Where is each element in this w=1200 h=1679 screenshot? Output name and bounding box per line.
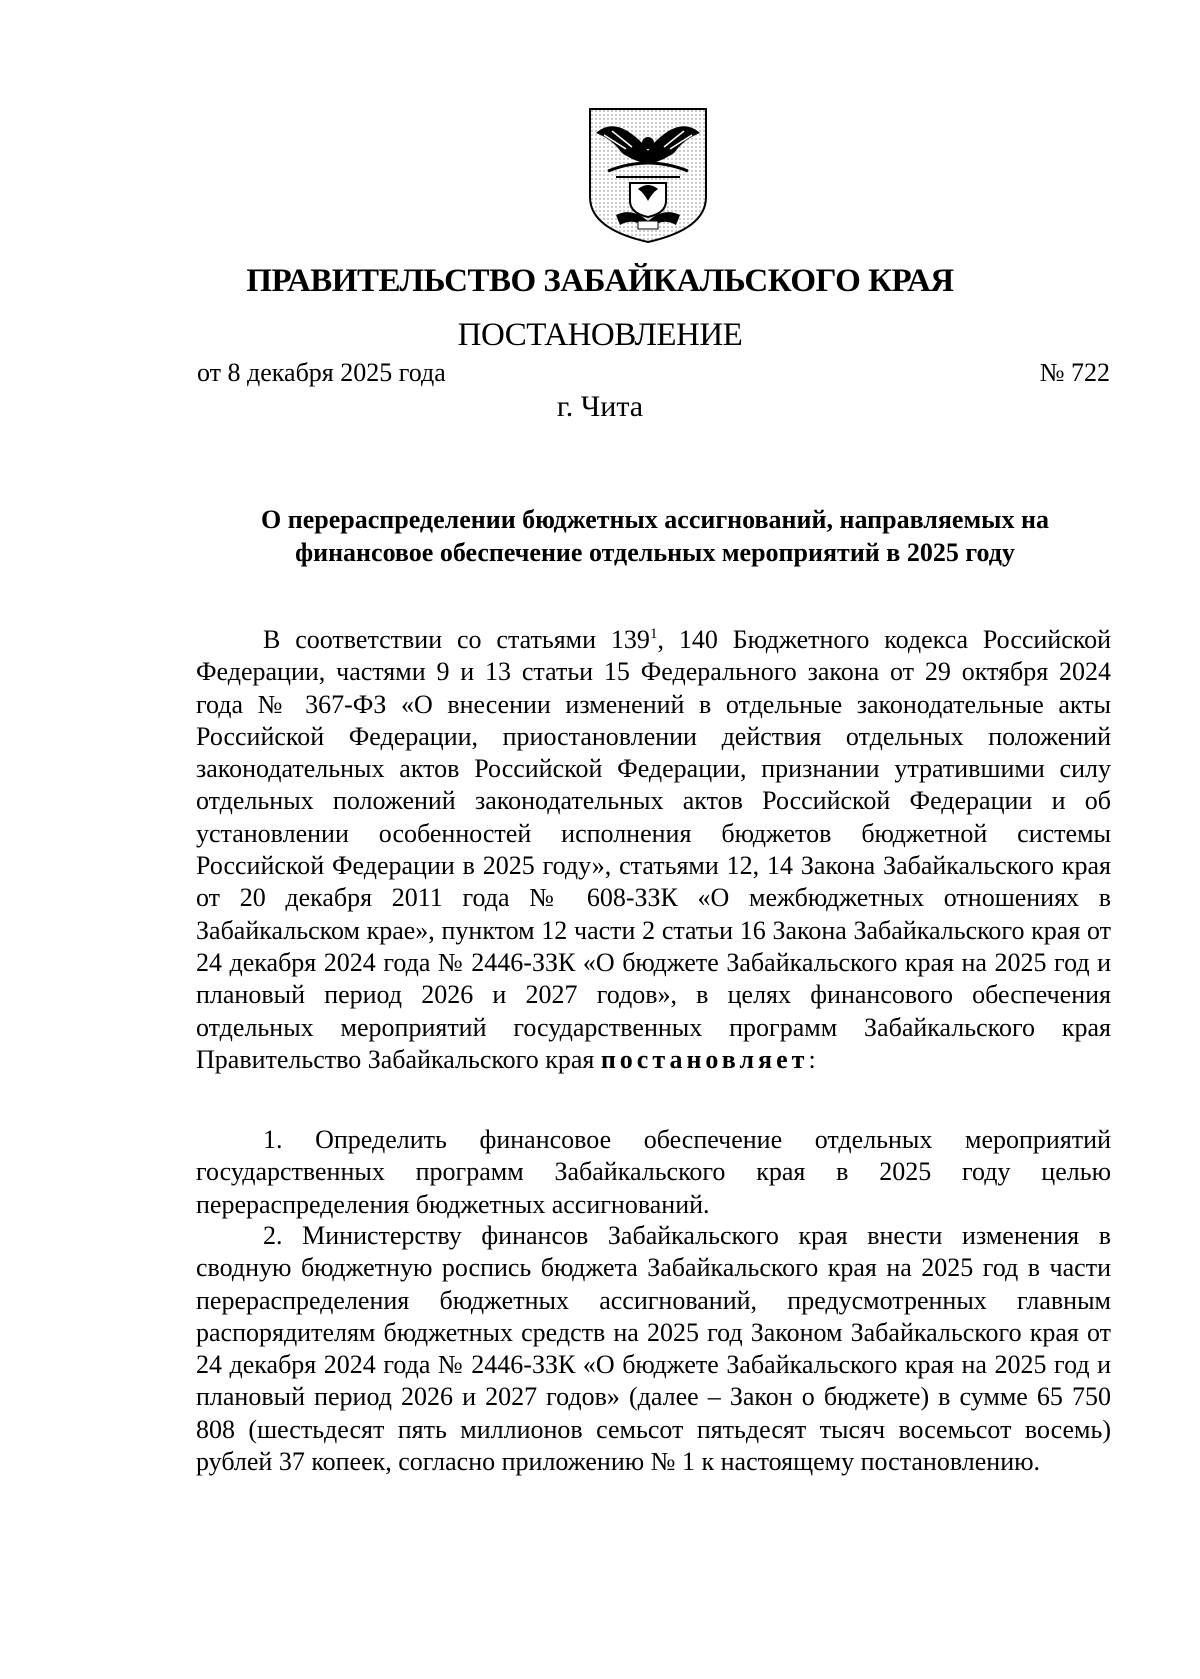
preamble-text-start: В соответствии со статьями 139	[263, 625, 650, 654]
document-subject: О перераспределении бюджетных ассигнований, направляемых на финансовое обеспечение отдельных мероприятий в 2025 году	[261, 505, 1049, 567]
resolves-keyword: постановляет	[600, 1044, 809, 1074]
government-title: ПРАВИТЕЛЬСТВО ЗАБАЙКАЛЬСКОГО КРАЯ	[246, 263, 954, 299]
coat-of-arms-emblem	[586, 105, 710, 245]
clause-1-paragraph: 1. Определить финансовое обеспечение отдельных мероприятий государственных программ Забайкальского края в 2025 году целью перераспределения бюджетных ассигнований.	[196, 1125, 1111, 1219]
preamble-paragraph	[196, 624, 1111, 1076]
document-type: ПОСТАНОВЛЕНИЕ	[457, 317, 743, 353]
document-city: г. Чита	[556, 390, 644, 423]
preamble-colon: :	[808, 1044, 816, 1074]
document-number: № 722	[1039, 358, 1110, 387]
article-superscript: 1	[649, 626, 658, 642]
clause-2-paragraph: 2. Министерству финансов Забайкальского края внести изменения в сводную бюджетную роспись бюджета Забайкальского края на 2025 год в части перераспределения бюджетных ассигнований, предусмотренных главным распорядителям бюджетных средств на 2025 год Законом Забайкальского края от 24 декабря 2024 года № 2446-ЗЗК «О бюджете Забайкальского края на 2025 год и плановый период 2026 и 2027 годов» (далее – Закон о бюджете) в сумме 65 750 808 (шестьдесят пять миллионов семьсот пятьдесят тысяч восемьсот восемь) рублей 37 копеек, согласно приложению № 1 к настоящему постановлению.	[196, 1221, 1111, 1477]
preamble-text: , 140 Бюджетного кодекса Российской Федерации, частями 9 и 13 статьи 15 Федерального закона от 29 октября 2024 года № 367-ФЗ «О внесении изменений в отдельные законодательные акты Российской Федерации, приостановлении действия отдельных положений законодательных актов Российской Федерации, признании утратившими силу отдельных положений законодательных актов Российской Федерации и об установлении особенностей исполнения бюджетов бюджетной системы Российской Федерации в 2025 году», статьями 12, 14 Закона Забайкальского края от 20 декабря 2011 года № 608-ЗЗК «О межбюджетных отношениях в Забайкальском крае», пунктом 12 части 2 статьи 16 Закона Забайкальского края от 24 декабря 2024 года № 2446-ЗЗК «О бюджете Забайкальского края на 2025 год и плановый период 2026 и 2027 годов», в целях финансового обеспечения отдельных мероприятий государственных программ Забайкальского края Правительство Забайкальского края	[196, 625, 1111, 1074]
document-date: от 8 декабря 2025 года	[197, 358, 446, 387]
